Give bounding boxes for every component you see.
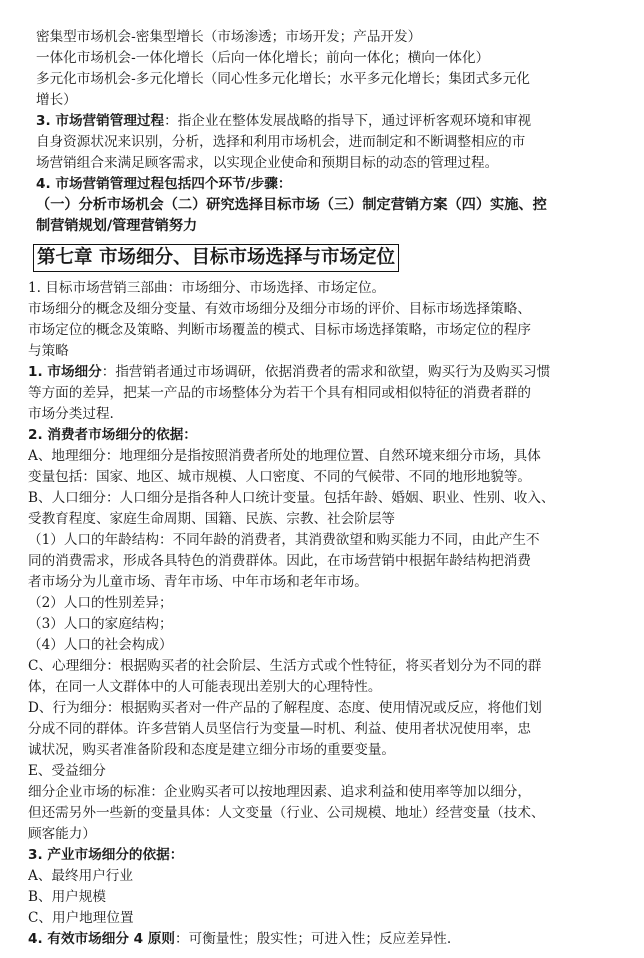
text-line: （1）人口的年龄结构：不同年龄的消费者，其消费欲望和购买能力不同，由此产生不 bbox=[28, 532, 540, 548]
text-line: 者市场分为儿童市场、青年市场、中年市场和老年市场。 bbox=[28, 574, 368, 590]
text-line: 市场定位的概念及策略、判断市场覆盖的模式、目标市场选择策略，市场定位的程序 bbox=[28, 322, 531, 338]
text-line: 受教育程度、家庭生命周期、国籍、民族、宗教、社会阶层等 bbox=[28, 511, 396, 527]
text-line: 诚状况，购买者准备阶段和态度是建立细分市场的重要变量。 bbox=[28, 742, 396, 758]
list-item: C、用户地理位置 bbox=[28, 910, 134, 926]
list-item: （3）人口的家庭结构； bbox=[28, 616, 173, 632]
list-item: A、最终用户行业 bbox=[28, 868, 133, 884]
text-line: 但还需另外一些新的变量具体：人文变量（行业、公司规模、地址）经营变量（技术、 bbox=[28, 805, 545, 821]
text-line: E、受益细分 bbox=[28, 763, 106, 779]
text-line: 1. 目标市场营销三部曲：市场细分、市场选择、市场定位。 bbox=[28, 280, 386, 296]
section-heading: 3. 产业市场细分的依据： bbox=[28, 847, 184, 863]
paragraph-line bbox=[28, 929, 632, 950]
section-heading: 4. 市场营销管理过程包括四个环节/步骤： bbox=[36, 176, 292, 192]
text-line: A、地理细分：地理细分是指按照消费者所处的地理位置、自然环境来细分市场，具体 bbox=[28, 448, 541, 464]
term-label: 3. 市场营销管理过程 bbox=[36, 113, 165, 129]
paragraph-line bbox=[28, 362, 632, 383]
chapter-title: 第七章 市场细分、目标市场选择与市场定位 bbox=[33, 244, 399, 272]
text-span: ：指企业在整体发展战略的指导下，通过评析客观环境和审视 bbox=[164, 113, 532, 129]
text-line: 场营销组合来满足顾客需求，以实现企业使命和预期目标的动态的管理过程。 bbox=[36, 155, 499, 171]
text-line: 细分企业市场的标准：企业购买者可以按地理因素、追求利益和使用率等加以细分， bbox=[28, 784, 531, 800]
text-line: 市场分类过程. bbox=[28, 406, 114, 422]
text-line: 自身资源状况来识别，分析，选择和利用市场机会，进而制定和不断调整相应的市 bbox=[36, 134, 526, 150]
text-span: ：指营销者通过市场调研，依据消费者的需求和欲望，购买行为及购买习惯 bbox=[101, 364, 551, 380]
term-label: 1. 市场细分 bbox=[28, 364, 102, 380]
text-line: 多元化市场机会-多元化增长（同心性多元化增长；水平多元化增长；集团式多元化 bbox=[36, 71, 530, 87]
list-item: （4）人口的社会构成） bbox=[28, 637, 173, 653]
text-line: 一体化市场机会-一体化增长（后向一体化增长；前向一体化；横向一体化） bbox=[36, 50, 490, 66]
list-item: B、用户规模 bbox=[28, 889, 106, 905]
text-line: 制营销规划/管理营销努力 bbox=[36, 218, 198, 234]
section-heading: 2. 消费者市场细分的依据： bbox=[28, 427, 197, 443]
term-label: 4. 有效市场细分 4 原则 bbox=[28, 931, 176, 947]
text-line: B、人口细分：人口细分是指各种人口统计变量。包括年龄、婚姻、职业、性别、收入、 bbox=[28, 490, 555, 506]
text-span: ：可衡量性；殷实性；可进入性；反应差异性. bbox=[175, 931, 452, 947]
list-item: （2）人口的性别差异； bbox=[28, 595, 173, 611]
text-line: 密集型市场机会-密集型增长（市场渗透；市场开发；产品开发） bbox=[36, 29, 422, 45]
text-line: （一）分析市场机会（二）研究选择目标市场（三）制定营销方案（四）实施、控 bbox=[36, 197, 547, 213]
text-line: 等方面的差异，把某一产品的市场整体分为若干个具有相同或相似特征的消费者群的 bbox=[28, 385, 531, 401]
text-line: 分成不同的群体。许多营销人员坚信行为变量—时机、利益、使用者状况使用率，忠 bbox=[28, 721, 531, 737]
text-line: 体，在同一人文群体中的人可能表现出差别大的心理特性。 bbox=[28, 679, 382, 695]
text-line: C、心理细分：根据购买者的社会阶层、生活方式或个性特征，将买者划分为不同的群 bbox=[28, 658, 542, 674]
text-line: 变量包括：国家、地区、城市规模、人口密度、不同的气候带、不同的地形地貌等。 bbox=[28, 469, 531, 485]
text-line: 同的消费需求，形成各具特色的消费群体。因此，在市场营销中根据年龄结构把消费 bbox=[28, 553, 531, 569]
text-line: 顾客能力） bbox=[28, 826, 96, 842]
paragraph-line bbox=[36, 111, 632, 132]
text-line: D、行为细分：根据购买者对一件产品的了解程度、态度、使用情况或反应，将他们划 bbox=[28, 700, 542, 716]
text-line: 与策略 bbox=[28, 343, 69, 359]
text-line: 市场细分的概念及细分变量、有效市场细分及细分市场的评价、目标市场选择策略、 bbox=[28, 301, 531, 317]
text-line: 增长） bbox=[36, 92, 77, 108]
